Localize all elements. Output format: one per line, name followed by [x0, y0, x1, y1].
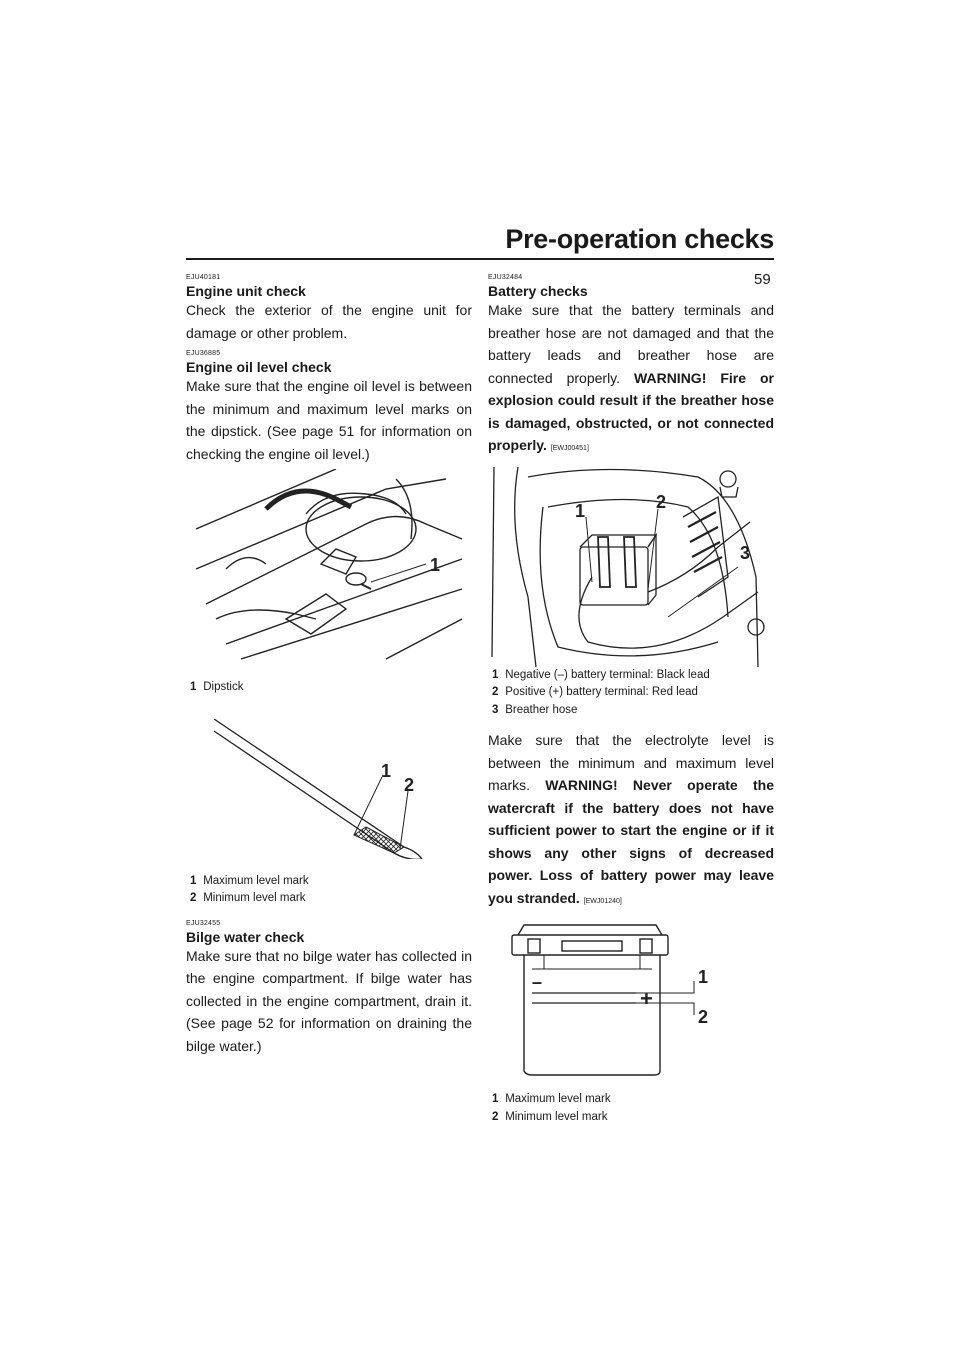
- electrolyte-body-text: Make sure that the electrolyte level is between the minimum and maximum level marks.: [488, 732, 774, 793]
- electrolyte-body: [488, 729, 774, 913]
- minus-symbol: –: [532, 972, 543, 992]
- page-title: Pre-operation checks: [505, 224, 774, 254]
- dipstick-level-illustration: [186, 719, 472, 859]
- caption-number: 1: [492, 668, 499, 681]
- section-code: EJU32484: [488, 274, 523, 281]
- battery-illustration: [488, 467, 774, 667]
- caption-text: Maximum level mark: [203, 874, 309, 887]
- electrolyte-warning: WARNING! Never operate the watercraft if the battery does not have sufficient power to start the engine or if it shows any other signs of decreased power. Loss of battery power may leave you stranded.: [488, 777, 774, 906]
- battery-cell-illustration: [488, 921, 774, 1091]
- callout-3: 3: [740, 542, 751, 563]
- callout-1: 1: [575, 500, 586, 521]
- page-number: 59: [754, 271, 771, 288]
- warning-code: [EWJ01240]: [583, 897, 622, 905]
- level-caption-1: [186, 873, 472, 891]
- callout-1: 1: [698, 967, 709, 987]
- caption-text: Positive (+) battery terminal: Red lead: [505, 686, 698, 698]
- caption-number: 2: [492, 1110, 499, 1123]
- caption-text: Minimum level mark: [505, 1110, 608, 1123]
- caption-text: Minimum level mark: [203, 892, 306, 904]
- battery-body: [488, 299, 774, 461]
- dipstick-figure: [186, 469, 472, 697]
- dipstick-illustration: [186, 469, 472, 679]
- level-mark-figure: [186, 719, 472, 908]
- caption-number: 2: [190, 892, 197, 904]
- battery-caption-2: [488, 684, 774, 702]
- page-header: [186, 222, 774, 260]
- caption-number: 2: [492, 686, 499, 698]
- battery-caption-1: [488, 667, 774, 685]
- caption-text: Maximum level mark: [505, 1093, 611, 1105]
- right-column: [488, 274, 774, 1126]
- caption-number: 1: [190, 681, 197, 693]
- callout-2: 2: [656, 491, 667, 512]
- warning-code: [EWJ00451]: [550, 445, 589, 452]
- caption-text: Dipstick: [203, 681, 244, 693]
- engine-oil-heading: Engine oil level check: [186, 359, 332, 375]
- section-code: EJU40181: [186, 274, 221, 281]
- plus-symbol: +: [640, 986, 653, 1011]
- section-code: EJU32455: [186, 919, 221, 927]
- caption-text: Negative (–) battery terminal: Black lead: [505, 668, 710, 681]
- level-caption-2: [186, 890, 472, 908]
- battery-cell-figure: [488, 921, 774, 1126]
- battery-heading: Battery checks: [488, 283, 588, 299]
- section-code: EJU36885: [186, 350, 221, 357]
- left-column: [186, 274, 472, 1057]
- bilge-body: Make sure that no bilge water has collected in the engine compartment. If bilge water has collected in the engine compartment, drain it. (See page 52 for information on draining the bilge water.): [186, 947, 472, 1054]
- caption-number: 1: [190, 874, 197, 887]
- callout-1: 1: [430, 555, 441, 575]
- callout-1: 1: [381, 760, 392, 781]
- bilge-heading: Bilge water check: [186, 928, 305, 945]
- cell-caption-2: [488, 1109, 774, 1127]
- battery-figure: [488, 467, 774, 720]
- dipstick-caption: [186, 679, 472, 697]
- engine-unit-heading: Engine unit check: [186, 283, 306, 299]
- battery-caption-3: [488, 702, 774, 720]
- engine-unit-body: Check the exterior of the engine unit for damage or other problem.: [186, 302, 472, 341]
- caption-number: 1: [492, 1093, 499, 1105]
- cell-caption-1: [488, 1091, 774, 1109]
- callout-2: 2: [404, 774, 415, 795]
- callout-2: 2: [698, 1007, 709, 1027]
- battery-warning: WARNING! Fire or explosion could result if the breather hose is damaged, obstructed, or not connected properly.: [488, 369, 775, 453]
- caption-number: 3: [492, 703, 499, 716]
- caption-text: Breather hose: [505, 703, 578, 716]
- battery-body-text: Make sure that the battery terminals and breather hose are not damaged and that the battery leads and breather hose are connected properly.: [488, 302, 774, 386]
- engine-oil-body: Make sure that the engine oil level is between the minimum and maximum level marks on the dipstick. (See page 51 for information on checking the engine oil level.): [186, 378, 472, 462]
